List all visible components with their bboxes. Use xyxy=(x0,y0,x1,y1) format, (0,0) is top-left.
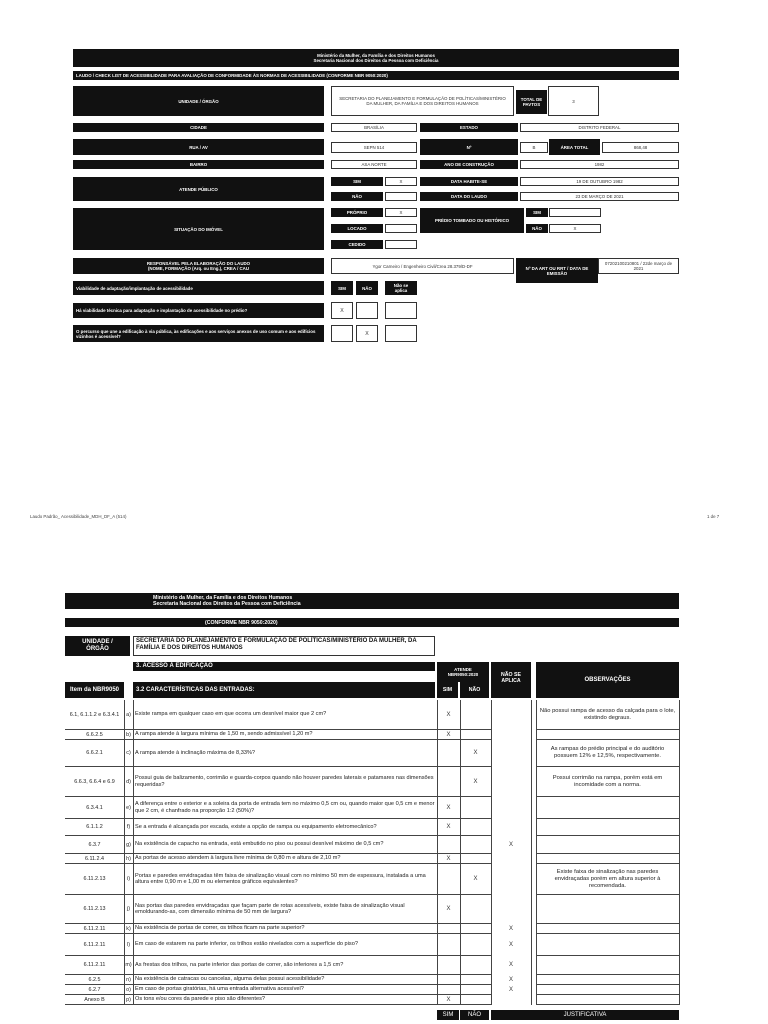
responsavel-value: Ygor Carneiro / Engenheiro Civil/Crea 28.379/D-DF xyxy=(331,258,514,274)
total-pavtos-label: TOTAL DE PAVTOS xyxy=(516,90,547,114)
responsavel-label: RESPONSÁVEL PELA ELABORAÇÃO DO LAUDO (NOME, FORMAÇÃO (Arq. ou Eng.), CREA / CAU xyxy=(73,258,324,274)
area-label: ÁREA TOTAL xyxy=(549,139,600,155)
observation-cell: Não possui rampa de acesso da calçada para o lote, existindo degraus. xyxy=(539,707,676,721)
question-cell: Em caso de estarem na parte inferior, os trilhos estão nivelados com a superfície do piso? xyxy=(135,941,358,948)
nao-checkbox[interactable]: X xyxy=(473,876,478,882)
nbr-item-cell: 6.3.7 xyxy=(88,841,101,848)
atende-nao-checkbox[interactable] xyxy=(385,192,417,201)
row-letter-cell: a) xyxy=(126,711,131,718)
nao-checkbox[interactable] xyxy=(460,730,491,739)
na-checkbox[interactable]: X xyxy=(508,986,513,993)
row-letter-cell: e) xyxy=(126,804,131,811)
unidade-value: SECRETARIA DO PLANEJAMENTO E FORMULAÇÃO DE POLÍTICAS/MINISTÉRIO DA MULHER, DA FAMÍLIA E DOS DIREITOS HUMANOS xyxy=(331,86,514,116)
bairro-label: BAIRRO xyxy=(73,160,324,169)
habite-label: DATA HABITE-SE xyxy=(420,177,518,186)
proprio-checkbox[interactable]: X xyxy=(385,208,417,217)
sim-header: SIM xyxy=(437,682,458,698)
row-letter-cell: i) xyxy=(127,876,130,882)
nbr-item-cell: 6.2.7 xyxy=(88,986,101,993)
secretariat-title: Secretaria Nacional dos Direitos da Pessoa com Deficiência xyxy=(153,601,301,607)
observation-cell xyxy=(536,836,679,853)
subsection-title: 3.2 CARACTERÍSTICAS DAS ENTRADAS: xyxy=(133,682,435,698)
na-checkbox[interactable] xyxy=(491,864,531,894)
sim-checkbox[interactable]: X xyxy=(446,711,451,718)
na-checkbox[interactable]: X xyxy=(508,841,513,848)
footer-filename: Laudo Padrão_ Acessibilidade_MDH_DF_A (514) xyxy=(30,514,127,519)
locado-label: LOCADO xyxy=(331,224,383,233)
cedido-label: CEDIDO xyxy=(331,240,383,249)
ministry-title: Ministério da Mulher, da Família e dos Direitos Humanos xyxy=(153,595,293,601)
observation-cell xyxy=(536,819,679,835)
na-checkbox[interactable] xyxy=(491,819,531,835)
observation-cell xyxy=(536,975,679,984)
sim-checkbox[interactable] xyxy=(437,975,460,984)
ano-label: ANO DE CONSTRUÇÃO xyxy=(420,160,518,169)
ministry-title: Ministério da Mulher, da Família e dos Direitos Humanos xyxy=(317,53,435,58)
norma-title: (CONFORME NBR 9050:2020) xyxy=(65,618,679,627)
ano-value: 1982 xyxy=(520,160,679,169)
na-checkbox[interactable] xyxy=(491,854,531,863)
na-checkbox[interactable] xyxy=(491,895,531,923)
tombado-nao-label: NÃO xyxy=(526,224,548,233)
nbr-item-cell: 6.6.2.5 xyxy=(86,731,103,738)
nao-checkbox[interactable]: X xyxy=(473,778,478,785)
cidade-label: CIDADE xyxy=(73,123,324,132)
sim-checkbox[interactable] xyxy=(437,864,460,894)
na-checkbox[interactable] xyxy=(491,767,531,796)
question-cell: Na existência de capacho na entrada, está embutido no piso ou possui desnível máximo de 0,5 cm? xyxy=(135,841,384,848)
col-na-header: Não se aplica xyxy=(385,281,417,295)
page1-header xyxy=(73,49,679,67)
nao-checkbox[interactable] xyxy=(460,819,491,835)
sim-checkbox[interactable]: X xyxy=(446,804,451,811)
estado-value: DISTRITO FEDERAL xyxy=(520,123,679,132)
tombado-label: PRÉDIO TOMBADO OU HISTÓRICO xyxy=(420,208,524,233)
nao-checkbox[interactable] xyxy=(460,854,491,863)
na-checkbox[interactable] xyxy=(491,797,531,818)
unidade-label: UNIDADE / ÓRGÃO xyxy=(65,636,130,656)
column-divider xyxy=(679,700,680,1005)
section-title: 3. ACESSO À EDIFICAÇÃO xyxy=(133,662,435,671)
question-cell: Na existência de catracas ou cancelas, alguma delas possui acessibilidade? xyxy=(135,976,325,983)
observation-cell xyxy=(536,924,679,933)
locado-checkbox[interactable] xyxy=(385,224,417,233)
column-divider xyxy=(437,700,438,1005)
next-nao-label: NÃO xyxy=(460,1010,489,1020)
question-cell: A rampa atende à largura mínima de 1,50 m, sendo admissível 1,20 m? xyxy=(135,731,313,738)
rua-label: RUA / AV xyxy=(73,139,324,155)
question-cell: Os tons e/ou cores da parede e piso são diferentes? xyxy=(135,996,265,1003)
habite-value: 19 DE OUTUBRO 1982 xyxy=(520,177,679,186)
bairro-value: ASA NORTE xyxy=(331,160,417,169)
next-sim-label: SIM xyxy=(437,1010,459,1020)
question-cell: As portas de acesso atendem à largura livre mínima de 0,80 m e altura de 2,10 m? xyxy=(135,855,341,862)
nbr-item-cell: 6.11.2.13 xyxy=(83,876,106,882)
next-justificativa-label: JUSTIFICATIVA xyxy=(491,1010,679,1020)
tombado-sim-checkbox[interactable] xyxy=(549,208,601,217)
art-label: Nº DA ART OU RRT / DATA DE EMISSÃO xyxy=(516,258,598,283)
na-checkbox[interactable] xyxy=(491,700,531,729)
nbr-item-cell: 6.2.5 xyxy=(88,976,101,983)
q2-nao-checkbox[interactable]: X xyxy=(356,325,378,342)
na-checkbox[interactable] xyxy=(491,740,531,766)
na-checkbox[interactable]: X xyxy=(508,941,513,948)
question-cell: Em caso de portas giratórias, há uma entrada alternativa acessível? xyxy=(135,986,304,993)
sim-checkbox[interactable] xyxy=(437,740,460,766)
nao-checkbox[interactable] xyxy=(460,995,491,1004)
nao-checkbox[interactable]: X xyxy=(473,750,478,756)
nao-checkbox[interactable] xyxy=(460,956,491,974)
laudo-date-value: 23 DE MARÇO DE 2021 xyxy=(520,192,679,201)
item-nbr-header: Item da NBR9050 xyxy=(65,682,124,698)
nbr-item-cell: 6.11.2.11 xyxy=(83,941,106,948)
observation-cell: Existe faixa de sinalização nas paredes envidraçadas porém em altura superior à recomendada. xyxy=(554,868,661,889)
observation-cell xyxy=(536,985,679,994)
row-letter-cell: l) xyxy=(127,941,130,948)
total-pavtos-value: 3 xyxy=(548,86,599,116)
nbr-item-cell: 6.1.1.2 xyxy=(86,824,103,830)
atende-sim-checkbox[interactable]: X xyxy=(385,177,417,186)
column-divider xyxy=(124,700,125,1005)
question-viabilidade: Há viabilidade técnica para adaptação e implantação de acessibilidade no prédio? xyxy=(73,303,324,318)
row-letter-cell: o) xyxy=(126,986,131,993)
numero-label: Nº xyxy=(420,139,518,155)
atende-nbr-header: ATENDE NBR9050:2020 xyxy=(437,662,489,682)
row-letter-cell: p) xyxy=(126,996,131,1003)
nbr-item-cell: 6.11.2.13 xyxy=(83,906,106,912)
nao-se-aplica-header: NÃO SE APLICA xyxy=(491,662,531,698)
rua-value: SEPN 514 xyxy=(331,142,417,153)
na-checkbox[interactable] xyxy=(491,730,531,739)
nao-checkbox[interactable] xyxy=(460,895,491,923)
viabilidade-label: Viabilidade de adaptação/implantação de acessibilidade xyxy=(73,281,324,295)
sim-checkbox[interactable]: X xyxy=(446,996,451,1003)
na-checkbox[interactable]: X xyxy=(508,925,513,932)
sim-checkbox[interactable]: X xyxy=(446,855,451,862)
nbr-item-cell: 6.6.2.1 xyxy=(86,750,103,756)
numero-value: B xyxy=(520,142,548,153)
column-divider xyxy=(536,700,537,1005)
na-checkbox[interactable] xyxy=(491,995,531,1004)
nbr-item-cell: 6.11.2.4 xyxy=(84,855,105,862)
secretariat-title: Secretaria Nacional dos Direitos da Pessoa com Deficiência xyxy=(313,58,439,63)
row-divider xyxy=(65,1004,491,1005)
observation-cell xyxy=(536,956,679,974)
nao-header: NÃO xyxy=(460,682,489,698)
footer-page-number: 1 de 7 xyxy=(707,514,720,519)
observation-cell xyxy=(536,895,679,923)
nao-checkbox[interactable] xyxy=(460,934,491,955)
observation-cell: Possui corrimão na rampa, porém está em incomidade com a norma. xyxy=(552,774,663,788)
observation-cell xyxy=(536,730,679,739)
row-letter-cell: m) xyxy=(125,962,132,968)
atende-sim-label: SIM xyxy=(331,177,383,186)
nbr-item-cell: Anexo B xyxy=(84,996,105,1003)
na-checkbox[interactable]: X xyxy=(508,976,513,983)
row-letter-cell: d) xyxy=(126,778,131,785)
nao-checkbox[interactable] xyxy=(460,985,491,994)
question-cell: Possui guia de balizamento, corrimão e guarda-corpos quando não houver paredes laterais e patamares nas dimensões requeridas? xyxy=(135,775,434,788)
observation-cell xyxy=(536,797,679,818)
question-cell: A rampa atende à inclinação máxima de 8,33%? xyxy=(135,749,256,756)
tombado-sim-label: SIM xyxy=(526,208,548,217)
nbr-item-cell: 6.11.2.11 xyxy=(83,962,106,968)
nbr-item-cell: 6.6.3, 6.6.4 e 6.9 xyxy=(74,778,115,785)
nbr-item-cell: 6.1, 6.1.1.2 e 6.3.4.1 xyxy=(69,711,120,718)
nao-checkbox[interactable] xyxy=(460,797,491,818)
sim-checkbox[interactable] xyxy=(437,924,460,933)
situacao-label: SITUAÇÃO DO IMÓVEL xyxy=(73,208,324,250)
nbr-item-cell: 6.3.4.1 xyxy=(86,804,103,811)
q1-na-checkbox[interactable] xyxy=(385,302,417,319)
sim-checkbox[interactable] xyxy=(437,956,460,974)
row-letter-cell: c) xyxy=(126,750,131,756)
unidade-value: SECRETARIA DO PLANEJAMENTO E FORMULAÇÃO DE POLÍTICAS/MINISTÉRIO DA MULHER, DA FAMÍLIA E DOS DIREITOS HUMANOS xyxy=(133,636,435,656)
atende-nao-label: NÃO xyxy=(331,192,383,201)
observation-cell xyxy=(536,995,679,1004)
proprio-label: PRÓPRIO xyxy=(331,208,383,217)
column-divider xyxy=(531,700,532,1005)
q1-sim-checkbox[interactable]: X xyxy=(331,302,353,319)
row-divider xyxy=(536,1004,679,1005)
estado-label: ESTADO xyxy=(420,123,518,132)
q1-nao-checkbox[interactable] xyxy=(356,302,378,319)
sim-checkbox[interactable] xyxy=(437,836,460,853)
question-percurso: O percurso que une a edificação à via pública, às edificações e aos serviços anexos de uso comum e aos edifícios vizinhos é acessível? xyxy=(73,325,324,342)
sim-checkbox[interactable]: X xyxy=(446,906,451,912)
checklist-title: LAUDO / CHECK LIST DE ACESSIBILIDADE PARA AVALIAÇÃO DE CONFORMIDADE ÀS NORMAS DE ACESSIBILIDADE (CONFORME NBR 9050:2020) xyxy=(73,71,679,80)
q2-sim-checkbox[interactable] xyxy=(331,325,353,342)
na-checkbox[interactable]: X xyxy=(508,962,513,968)
row-letter-cell: n) xyxy=(126,976,131,983)
column-divider xyxy=(133,700,134,1005)
atende-publico-label: ATENDE PÚBLICO xyxy=(73,177,324,201)
row-letter-cell: h) xyxy=(126,855,131,862)
question-cell: Nas portas das paredes envidraçadas que façam parte de rotas acessíveis, existe faixa de sinalização visual emoldurando-as, com dimensão mínima de 50 mm de largura? xyxy=(135,902,405,915)
nao-checkbox[interactable] xyxy=(460,975,491,984)
nao-checkbox[interactable] xyxy=(460,700,491,729)
observacoes-header: OBSERVAÇÕES xyxy=(536,662,679,698)
sim-checkbox[interactable] xyxy=(437,767,460,796)
row-letter-cell: g) xyxy=(126,841,131,848)
question-cell: Portas e paredes envidraçadas têm faixa de sinalização visual com no mínimo 50 mm de espessura, instalada a uma altura entre 0,90 m e 1,00 m ou elementos gráficos equivalentes? xyxy=(135,872,426,885)
observation-cell xyxy=(536,934,679,955)
column-divider xyxy=(491,700,492,1005)
col-nao-header: NÃO xyxy=(356,281,378,295)
nbr-item-cell: 6.11.2.11 xyxy=(83,925,106,932)
question-cell: A diferença entre o exterior e a soleira da porta de entrada tem no máximo 0,5 cm ou, quando maior que 0,5 cm e menor que 2 cm, é chanfrado na proporção 1:2 (50%)? xyxy=(135,801,435,814)
art-value: 07202100210801 / 22de março de 2021 xyxy=(598,258,679,274)
cedido-checkbox[interactable] xyxy=(385,240,417,249)
row-letter-cell: f) xyxy=(126,824,131,830)
nao-checkbox[interactable] xyxy=(460,836,491,853)
nao-checkbox[interactable] xyxy=(460,924,491,933)
page2-header xyxy=(65,593,679,609)
observation-cell: As rampas do prédio principal e do auditório possuem 12% e 12,5%, respectivamente. xyxy=(550,746,665,759)
question-cell: Existe rampa em qualquer caso em que ocorra um desnível maior que 2 cm? xyxy=(135,711,327,718)
observation-cell xyxy=(536,854,679,863)
row-letter-cell: k) xyxy=(126,925,131,932)
question-cell: Se a entrada é alcançada por escada, existe a opção de rampa ou equipamento eletromecânico? xyxy=(135,823,377,830)
question-cell: Na existência de portas de correr, os trilhos ficam na parte superior? xyxy=(135,925,305,932)
sim-checkbox[interactable] xyxy=(437,934,460,955)
sim-checkbox[interactable]: X xyxy=(446,731,451,738)
laudo-date-label: DATA DO LAUDO xyxy=(420,192,518,201)
area-value: 868,48 xyxy=(602,142,679,153)
row-letter-cell: j) xyxy=(127,906,130,912)
cidade-value: BRASÍLIA xyxy=(331,123,417,132)
tombado-nao-checkbox[interactable]: X xyxy=(549,224,601,233)
unidade-label: UNIDADE / ÓRGÃO xyxy=(73,86,324,116)
column-divider xyxy=(460,700,461,1005)
q2-na-checkbox[interactable] xyxy=(385,325,417,342)
question-cell: As frestas dos trilhos, na parte inferior das portas de correr, são inferiores a 1,5 cm? xyxy=(135,961,344,968)
sim-checkbox[interactable]: X xyxy=(446,824,451,830)
col-sim-header: SIM xyxy=(331,281,353,295)
sim-checkbox[interactable] xyxy=(437,985,460,994)
row-letter-cell: b) xyxy=(126,731,131,738)
